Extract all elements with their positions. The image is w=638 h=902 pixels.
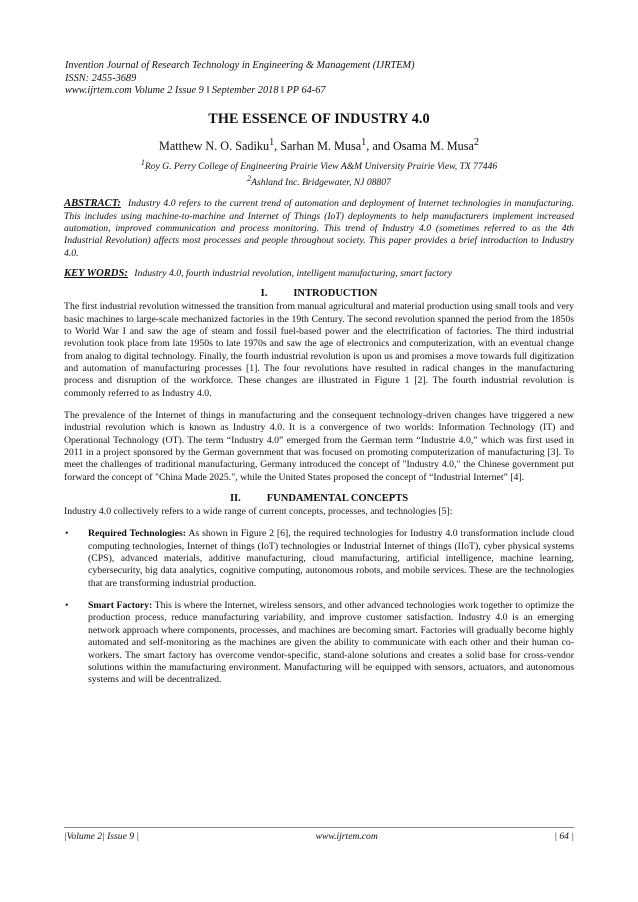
affil-text: Ashland Inc. Bridgewater, NJ 08807 bbox=[251, 177, 391, 189]
affil-mark: 1 bbox=[140, 157, 145, 167]
affiliations bbox=[64, 157, 574, 189]
abstract-label: ABSTRACT: bbox=[64, 198, 121, 210]
concepts-intro: Industry 4.0 collectively refers to a wide range of current concepts, processes, and technologies [5]: bbox=[64, 506, 453, 518]
author-name: Sarhan M. Musa bbox=[280, 138, 362, 153]
bullet-body: This is where the Internet, wireless sensors, and other advanced technologies work together to optimize the production process, reduce manufacturing variability, and improve customer satisfaction. Industry 4.0 is an emerging network approach where components, processes, and machines are becoming smart. Factories will gradually become highly automated and self-monitoring as the machines are given the ability to communicate with each other and their human co-workers. The smart factory has overcome vendor-specific, stand-alone solutions and creates a solid base for cross-vendor solutions within the manufacturing environment. Manufacturing will be equipped with sensors, actuators, and autonomous systems and will be decentralized. bbox=[88, 600, 574, 686]
keywords bbox=[64, 268, 574, 279]
bullet-item bbox=[64, 600, 574, 686]
bullet-text bbox=[88, 528, 574, 590]
author-separator: , bbox=[274, 138, 281, 153]
footer-page-number: | 64 | bbox=[554, 831, 574, 842]
abstract-text: Industry 4.0 refers to the current trend of automation and deployment of Internet technologies in manufacturing. This includes using machine-to-machine and Internet of Things (IoT) deployments to help manufacturers implement increased automation, improved communication and process monitoring. This trend of Industry 4.0 (sometimes referred to as the 4th Industrial Revolution) affects most processes and people throughout society. This paper provides a brief introduction to Industry 4.0. bbox=[64, 198, 575, 259]
bullet-item bbox=[64, 528, 574, 590]
bullet-body: As shown in Figure 2 [6], the required technologies for Industry 4.0 transformation include cloud computing technologies, Internet of things (IoT) technologies or Industrial Internet of things (IIoT), cyber physical systems (CPS), advanced materials, additive manufacturing, cloud manufacturing, artificial intelligence, machine learning, cybersecurity, big data analytics, cognitive computing, autonomous robots, and mobile services. These are the technologies that are transforming industrial production. bbox=[88, 528, 574, 589]
paper-title: THE ESSENCE OF INDUSTRY 4.0 bbox=[208, 110, 430, 127]
bullet-icon: • bbox=[65, 600, 69, 612]
author-affil-mark: 2 bbox=[473, 136, 479, 148]
journal-name: Invention Journal of Research Technology in Engineering & Management (IJRTEM) bbox=[65, 60, 415, 71]
keywords-text: Industry 4.0, fourth industrial revolution, intelligent manufacturing, smart factory bbox=[134, 268, 452, 280]
author-affil-mark: 1 bbox=[361, 136, 367, 148]
section-title: INTRODUCTION bbox=[293, 288, 378, 300]
author-name: Osama M. Musa bbox=[392, 138, 474, 153]
paper-page bbox=[64, 60, 574, 687]
bullet-icon: • bbox=[65, 528, 69, 540]
bullet-term: Required Technologies: bbox=[88, 528, 187, 540]
author-affil-mark: 1 bbox=[269, 136, 275, 148]
author-name: Matthew N. O. Sadiku bbox=[159, 138, 270, 153]
page-footer bbox=[64, 827, 574, 842]
section-heading-fundamental-concepts bbox=[64, 493, 574, 504]
affil-text: Roy G. Perry College of Engineering Prairie View A&M University Prairie View, TX 77446 bbox=[144, 161, 498, 173]
footer-website: www.ijrtem.com bbox=[315, 831, 378, 842]
volume-line: www.ijrtem.com Volume 2 Issue 9 ǁ September 2018 ǁ PP 64-67 bbox=[65, 85, 326, 97]
issn: ISSN: 2455-3689 bbox=[65, 72, 137, 84]
intro-paragraph-2: The prevalence of the Internet of things in manufacturing and the consequent technology-driven changes have triggered a new industrial revolution which is known as Industry 4.0. It is a convergence of two worlds: Information Technology (IT) and Operational Technology (OT). The term “Industry 4.0” emerged from the German term “Industrie 4.0,” which was first used in 2011 in a project sponsored by the German government that was focused on promoting computerization of manufacturing [3]. To meet the challenges of traditional manufacturing, Germany introduced the concept of "Industry 4.0," the Chinese government put forward the concept of "China Made 2025.", while the United States proposed the concept of “Industrial Internet” [4]. bbox=[64, 410, 574, 483]
author-separator: , and bbox=[366, 138, 393, 153]
section-number: II. bbox=[229, 493, 241, 505]
journal-header bbox=[65, 60, 574, 98]
affil-mark: 2 bbox=[247, 174, 252, 184]
bullet-text bbox=[88, 600, 574, 686]
section-number: I. bbox=[260, 288, 268, 300]
bullet-term: Smart Factory: bbox=[88, 600, 153, 612]
footer-volume: |Volume 2| Issue 9 | bbox=[64, 831, 140, 842]
intro-paragraph-1: The first industrial revolution witnessed the transition from manual agricultural and material production using small tools and very basic machines to large-scale mechanized factories in the 19th Century. The second revolution spanned the period from the 1850s to World War I and saw the age of steam and fossil fuel-based power and the electrification of factories. The third industrial revolution took place from late 1950s to late 1970s and saw the age of electronics and computerization, with an eventual change from analog to digital technology. Finally, the fourth industrial revolution is upon us and promises a move towards full digitization and automation of manufacturing processes [1]. The four revolutions have resulted in radical changes in the manufacturing process and disruption of the workforce. These changes are illustrated in Figure 1 [2]. The fourth industrial revolution is commonly referred to as Industry 4.0. bbox=[64, 301, 574, 399]
affiliation-line bbox=[64, 157, 574, 173]
section-title: FUNDAMENTAL CONCEPTS bbox=[266, 493, 409, 505]
section-heading-introduction bbox=[64, 288, 574, 299]
keywords-label: KEY WORDS: bbox=[64, 268, 128, 280]
affiliation-line bbox=[64, 173, 574, 189]
author-list bbox=[64, 137, 574, 154]
abstract bbox=[64, 198, 574, 260]
